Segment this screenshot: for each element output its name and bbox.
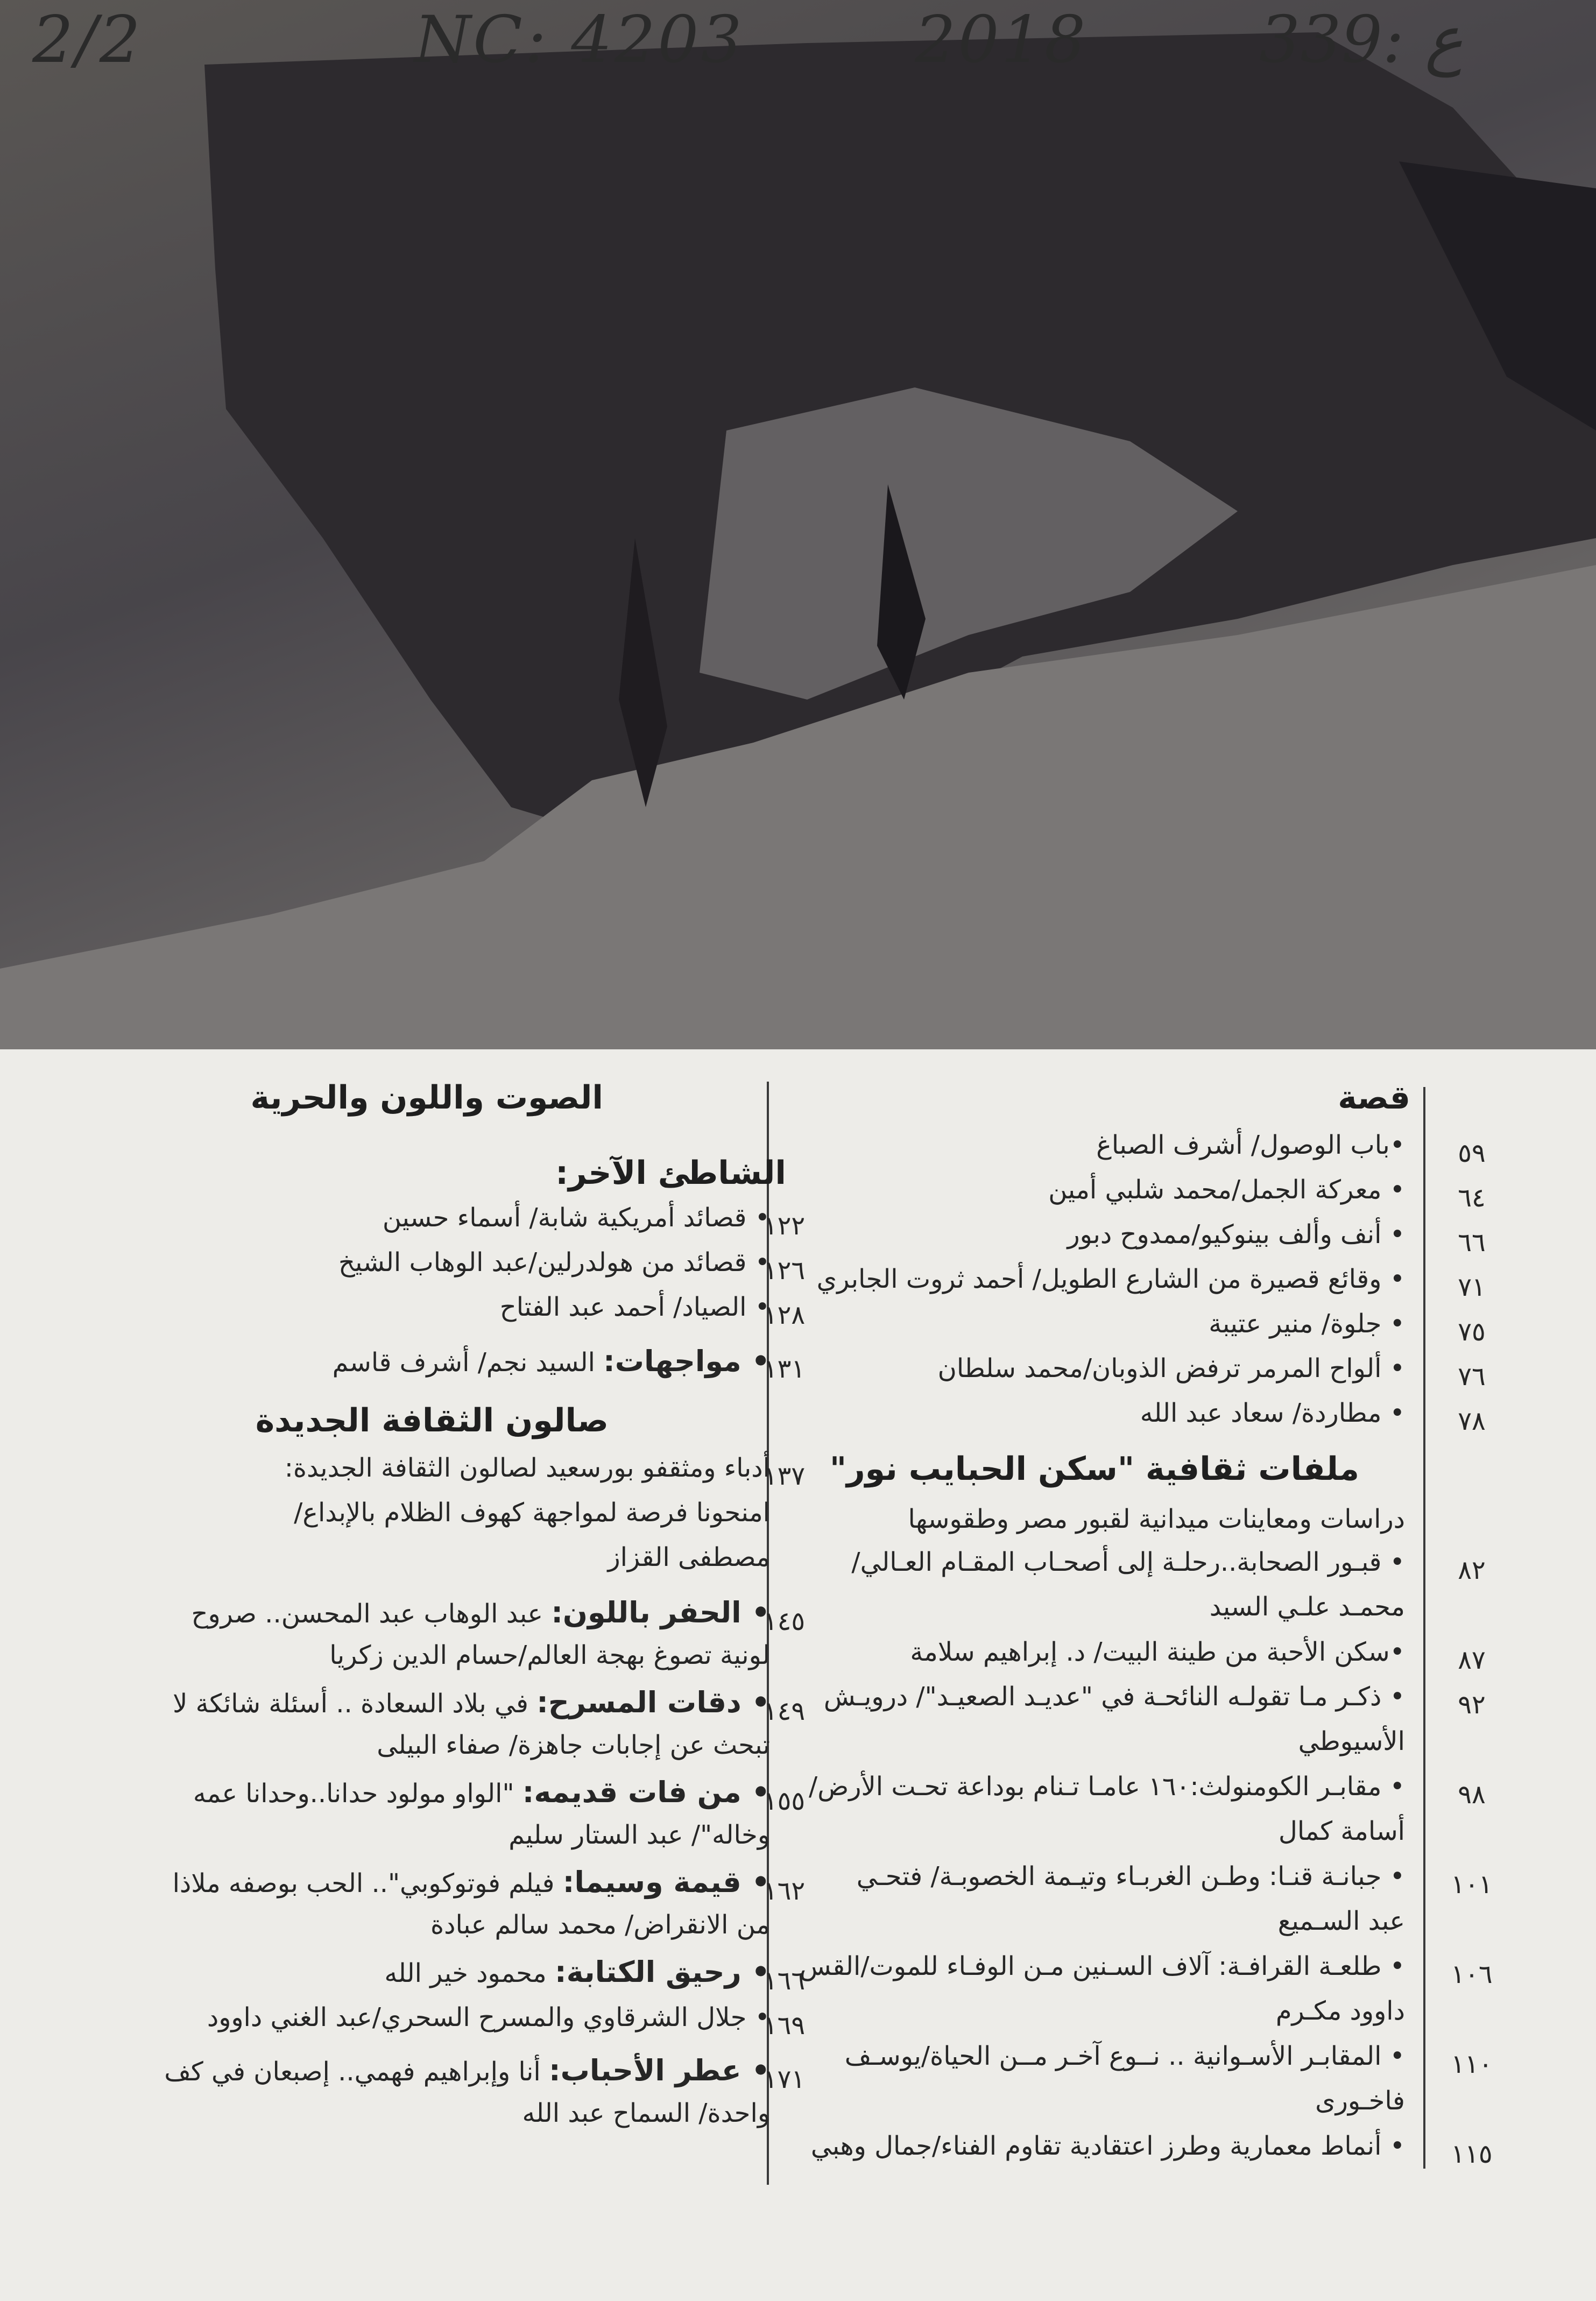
toc-entry-continued: وخاله"/ عبد الستار سليم — [509, 1820, 770, 1850]
section-heading-shore: الشاطئ الآخر: — [555, 1154, 786, 1192]
page-number: ١٧١ — [763, 2064, 806, 2094]
toc-entry-encounters — [333, 1344, 770, 1378]
page-number: ٩٢ — [1458, 1690, 1486, 1720]
page-number: ٩٨ — [1458, 1780, 1486, 1810]
page-number: ١٤٩ — [763, 1696, 806, 1726]
handwritten-number: NC: 4203 — [414, 3, 744, 77]
page-number: ١١٠ — [1451, 2049, 1493, 2079]
page-number: ١٣٧ — [763, 1461, 806, 1491]
files-intro: دراسات ومعاينات ميدانية لقبور مصر وطقوسها — [908, 1504, 1405, 1534]
toc-entry: • ذكـر مـا تقولـه النائحـة في "عديـد الصعيـد"/ درويـش — [823, 1682, 1405, 1712]
page-number: ١٥٥ — [763, 1786, 806, 1816]
rubric-label: • من فات قديمه: — [522, 1775, 770, 1809]
rubric-text: عبد الوهاب عبد المحسن.. صروح — [191, 1599, 543, 1629]
section-heading-story: قصة — [1338, 1079, 1410, 1117]
section-heading-voice: الصوت واللون والحرية — [250, 1079, 603, 1117]
toc-entry: • جلوة/ منير عتيبة — [1209, 1309, 1405, 1339]
toc-entry: • مطاردة/ سعاد عبد الله — [1140, 1398, 1405, 1428]
toc-entry-continued: الأسيوطي — [1298, 1726, 1405, 1756]
rubric-label: • رحيق الكتابة: — [555, 1955, 770, 1989]
page-number: ١٠١ — [1451, 1869, 1493, 1900]
toc-entry-continued: مصطفى القزاز — [608, 1542, 770, 1572]
toc-entry: • مقابـر الكومنولث:١٦٠ عامـا تـنام بوداعة تحـت الأرض/ — [809, 1771, 1405, 1802]
toc-entry-continued: عبد السـميع — [1277, 1906, 1405, 1936]
toc-entry — [193, 1775, 770, 1809]
page-number: ٦٤ — [1458, 1183, 1486, 1213]
section-heading-salon: صالون الثقافة الجديدة — [255, 1402, 609, 1439]
toc-entry-continued: فاخـورى — [1315, 2086, 1405, 2116]
rubric-text: محمود خير الله — [384, 1958, 547, 1988]
toc-entry: • المقابـر الأسـوانية .. نــوع آخـر مــن الحياة/يوسـف — [844, 2041, 1405, 2071]
cover-photo — [0, 0, 1596, 1049]
toc-entry: • جبانـة قنـا: وطـن الغربـاء وتيـمة الخصوبـة/ فتحـي — [856, 1861, 1405, 1891]
page-number: ١٢٨ — [763, 1300, 806, 1330]
toc-entry: • معركة الجمل/محمد شلبي أمين — [1048, 1175, 1405, 1205]
toc-entry: • أنماط معمارية وطرز اعتقادية تقاوم الفناء/جمال وهبي — [810, 2131, 1405, 2161]
rubric-label: • الحفر باللون: — [551, 1596, 770, 1629]
page-number: ١٦٦ — [763, 1966, 806, 1996]
handwritten-mark: 2/2 — [32, 3, 143, 77]
handwritten-code: 339: ع — [1259, 3, 1464, 77]
toc-entry: •باب الوصول/ أشرف الصباغ — [1096, 1130, 1405, 1160]
toc-entry: • قبـور الصحابة..رحلـة إلى أصحـاب المقـام العـالي/ — [851, 1547, 1405, 1577]
rubric-text: فيلم فوتوكوبي".. الحب بوصفه ملاذا — [172, 1868, 555, 1898]
page-number: ٨٧ — [1458, 1645, 1486, 1675]
rubric-label: • قيمة وسيما: — [562, 1865, 770, 1899]
toc-entry-continued: من الانقراض/ محمد سالم عبادة — [430, 1910, 770, 1940]
page-number: ٥٩ — [1458, 1138, 1486, 1168]
toc-entry: • جلال الشرقاوي والمسرح السحري/عبد الغني داوود — [207, 2002, 770, 2032]
rubric-text: السيد نجم/ أشرف قاسم — [332, 1347, 595, 1378]
page-number: ٧١ — [1458, 1272, 1486, 1302]
toc-entry-continued: امنحونا فرصة لمواجهة كهوف الظلام بالإبداع/ — [294, 1498, 770, 1528]
toc-entry-continued: داوود مكـرم — [1275, 1996, 1405, 2026]
toc-entry: • قصائد أمريكية شابة/ أسماء حسين — [382, 1203, 770, 1233]
rubric-text: في بلاد السعادة .. أسئلة شائكة لا — [172, 1689, 528, 1719]
toc-entry — [173, 1685, 770, 1719]
page-number: ١٤٥ — [763, 1606, 806, 1636]
rubric-label: • عطر الأحباب: — [548, 2053, 770, 2087]
toc-entry: • الصياد/ أحمد عبد الفتاح — [499, 1292, 770, 1322]
toc-entry-continued: واحدة/ السماح عبد الله — [522, 2098, 770, 2128]
page-number: ١٣١ — [763, 1354, 806, 1384]
page-number: ١٢٢ — [763, 1211, 806, 1241]
page-number: ٦٦ — [1458, 1227, 1486, 1258]
handwritten-year: 2018 — [915, 3, 1088, 77]
toc-entry — [384, 1955, 770, 1989]
rubric-text: "الواو مولود حدانا..وحدانا عمه — [193, 1778, 514, 1809]
page-number: ٧٥ — [1458, 1317, 1486, 1347]
photo-shapes — [0, 0, 1596, 1049]
table-of-contents — [0, 1049, 1596, 2301]
toc-entry-continued: أسامة كمال — [1279, 1816, 1405, 1846]
rubric-label: • دقات المسرح: — [536, 1685, 770, 1719]
page-number: ٧٨ — [1458, 1406, 1486, 1436]
toc-entry: •سكن الأحبة من طينة البيت/ د. إبراهيم سلامة — [910, 1637, 1405, 1667]
toc-entry: • طلعـة القرافـة: آلاف السـنين مـن الوفـاء للموت/القس — [799, 1951, 1405, 1981]
toc-entry — [192, 1596, 770, 1629]
toc-entry-continued: محمـد علـي السيد — [1209, 1592, 1405, 1622]
toc-entry: أدباء ومثقفو بورسعيد لصالون الثقافة الجديدة: — [284, 1453, 770, 1483]
page-number: ١٦٢ — [763, 1876, 806, 1906]
toc-entry: • قصائد من هولدرلين/عبد الوهاب الشيخ — [338, 1247, 770, 1277]
toc-entry — [173, 1865, 770, 1899]
page-number-rule — [1423, 1087, 1425, 2169]
toc-entry: • وقائع قصيرة من الشارع الطويل/ أحمد ثروت الجابري — [816, 1264, 1405, 1294]
toc-entry — [164, 2053, 770, 2087]
page-number: ١٢٦ — [763, 1255, 806, 1286]
toc-entry-continued: تبحث عن إجابات جاهزة/ صفاء البيلى — [377, 1730, 770, 1760]
rubric-text: أنا وإبراهيم فهمي.. إصبعان في كف — [164, 2057, 541, 2087]
toc-entry: • ألواح المرمر ترفض الذوبان/محمد سلطان — [937, 1353, 1405, 1384]
page-number: ١٠٦ — [1451, 1959, 1493, 1989]
page-number: ١٦٩ — [763, 2010, 806, 2041]
page-number: ٨٢ — [1458, 1555, 1486, 1585]
rubric-label: • مواجهات: — [603, 1344, 770, 1378]
toc-entry-continued: لونية تصوغ بهجة العالم/حسام الدين زكريا — [329, 1640, 770, 1670]
page-number: ١١٥ — [1451, 2139, 1493, 2169]
toc-entry: • أنف وألف بينوكيو/ممدوح دبور — [1067, 1219, 1405, 1250]
page-number: ٧٦ — [1458, 1361, 1486, 1392]
section-heading-files: ملفات ثقافية "سكن الحبايب نور" — [829, 1450, 1359, 1488]
